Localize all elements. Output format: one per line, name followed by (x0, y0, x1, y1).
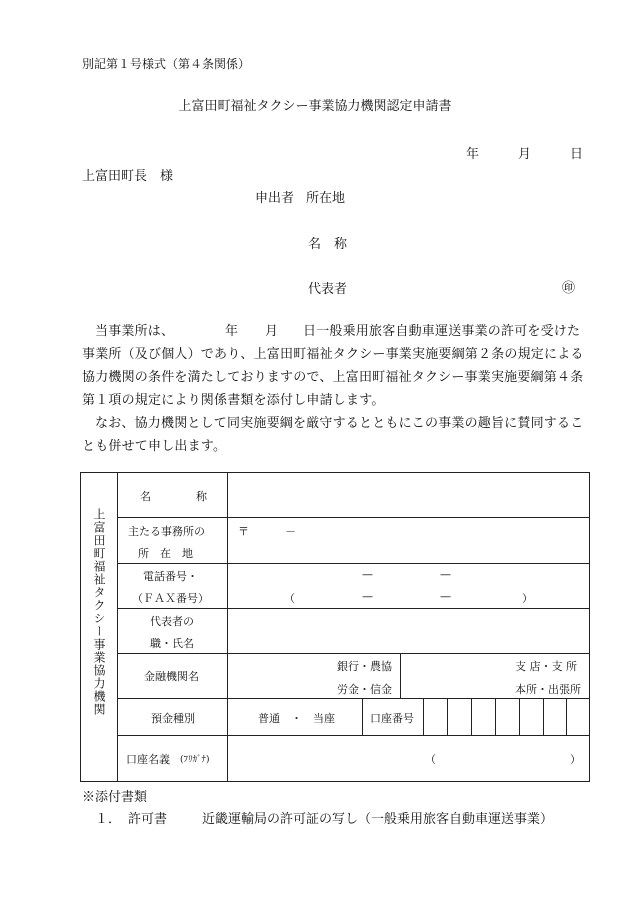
fax-dash-2: — (440, 590, 451, 603)
page-title: 上富田町福祉タクシー事業協力機関認定申請書 (178, 99, 452, 114)
applicant-address-label: 所在地 (306, 191, 346, 206)
applicant-name-label: 名 称 (308, 237, 348, 252)
attachments-heading: ※添付書類 (82, 790, 148, 805)
addressee: 上富田町長 様 (82, 169, 174, 184)
attachment-1-name: 許可書 (128, 812, 168, 827)
postal-dash: － (285, 525, 296, 538)
body-line-2: 事業所（及び個人）であり、上富田町福祉タクシー事業実施要綱第２条の規定による (82, 347, 584, 362)
body-line-1-month: 月 (265, 324, 279, 339)
seal-mark: ㊞ (562, 281, 576, 296)
phone-dash-2: — (440, 568, 451, 581)
body-line-6: とも併せて申し出ます。 (82, 439, 227, 454)
row-name-label-a: 名 (140, 490, 151, 503)
body-line-1-year: 年 (225, 324, 239, 339)
body-line-1b: 日一般乗用旅客自動車運送事業の許可を受けた (303, 324, 581, 339)
applicant-rep-label: 代表者 (308, 282, 348, 297)
date-month-label: 月 (518, 147, 532, 162)
body-line-5: なお、協力機関として同実施要綱を厳守するとともにこの事業の趣旨に賛同するこ (95, 416, 584, 431)
applicant-label: 申出者 (255, 191, 295, 206)
body-line-3: 協力機関の条件を満たしておりますので、上富田町福祉タクシー事業実施要綱第４条 (82, 370, 584, 385)
branch-types-2: 本所・出張所 (515, 683, 581, 696)
row-phone-label-1: 電話番号・ (143, 570, 198, 583)
row-bank-label: 金融機関名 (144, 670, 199, 683)
fax-open-paren: （ (284, 592, 295, 605)
row-phone-label-2: （ＦＡＸ番号） (132, 592, 209, 605)
attachment-1-description: 近畿運輸局の許可証の写し（一般乗用旅客自動車運送事業） (202, 812, 554, 827)
phone-dash-1: — (362, 568, 373, 581)
bank-types-2: 労金・信金 (337, 683, 392, 696)
row-office-label-1: 主たる事務所の (128, 525, 205, 538)
body-line-1a: 当事業所は、 (95, 324, 175, 339)
row-holder-label: 口座名義 (126, 753, 170, 766)
row-deposit-label: 預金種別 (151, 712, 195, 725)
row-rep-label-1: 代表者の (150, 615, 194, 628)
row-rep-label-2: 職・氏名 (150, 637, 194, 650)
row-office-label-2: 所 在 地 (138, 547, 193, 560)
postal-mark: 〒 (238, 525, 249, 538)
date-day-label: 日 (570, 147, 584, 162)
attachment-1-number: １． (95, 812, 122, 827)
form-number: 別記第１号様式（第４条関係） (82, 57, 251, 71)
branch-types-1: 支 店・支 所 (515, 660, 577, 673)
body-line-4: 第１項の規定により関係書類を添付し申請します。 (82, 393, 385, 408)
holder-open-paren: （ (425, 753, 436, 766)
fax-dash-1: — (362, 590, 373, 603)
holder-close-paren: ） (570, 753, 581, 766)
side-header: 上富田町福祉タクシー事業協力機関 (92, 508, 106, 716)
row-holder-kana-label: (ﾌﾘｶﾞﾅ) (180, 755, 210, 765)
fax-close-paren: ） (522, 592, 533, 605)
row-name-label-b: 称 (196, 490, 207, 503)
date-year-label: 年 (466, 147, 480, 162)
account-number-label: 口座番号 (370, 712, 414, 725)
deposit-options: 普通 ・ 当座 (258, 712, 335, 725)
bank-types-1: 銀行・農協 (337, 660, 392, 673)
